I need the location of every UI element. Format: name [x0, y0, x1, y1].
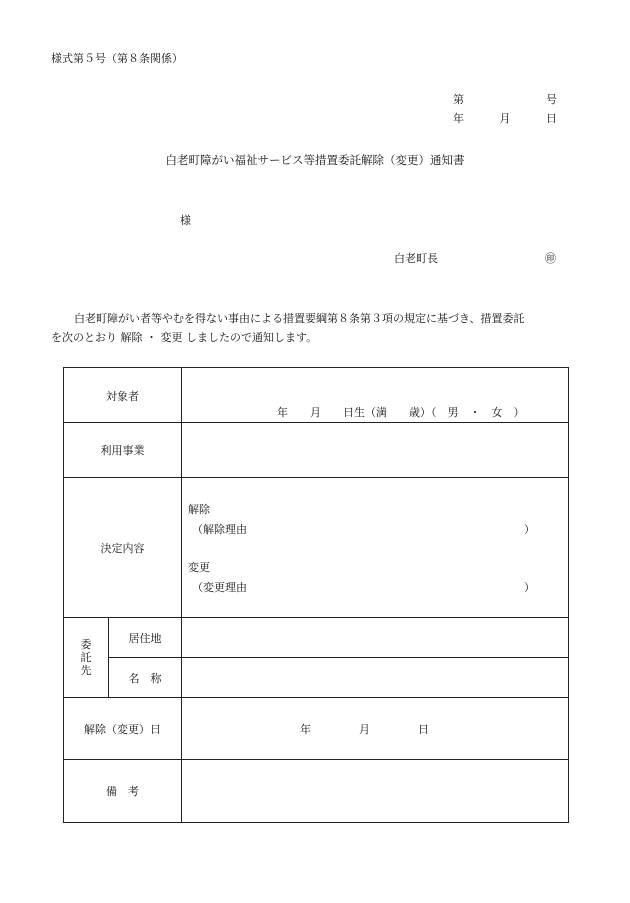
address-label: 居住地 — [128, 631, 162, 645]
subject-label: 対象者 — [106, 390, 139, 403]
address-value-cell — [182, 618, 569, 658]
entrust-group-label — [64, 638, 108, 677]
issue-day: 日 — [546, 112, 557, 125]
date-label: 解除（変更）日 — [84, 722, 161, 736]
table-row-entrust-name — [64, 658, 569, 698]
table-row-service — [64, 423, 569, 478]
form-number: 様式第５号（第８条関係） — [51, 52, 183, 65]
table-row-date — [64, 698, 569, 760]
issue-date — [453, 110, 557, 126]
issue-month: 月 — [499, 112, 511, 125]
table-row-decision — [64, 478, 569, 618]
service-value-cell — [182, 423, 569, 478]
doc-no-suffix: 号 — [546, 93, 557, 106]
decision-value-cell — [182, 478, 569, 618]
subject-birth-line: 年 月 日生（満 歳）（ 男 ・ 女 ） — [277, 406, 525, 419]
name-label: 名 称 — [128, 671, 162, 685]
table-row-remarks — [64, 760, 569, 823]
table-row-entrust-address — [64, 618, 569, 658]
body-text-line-1: 白老町障がい者等やむを得ない事由による措置要綱第８条第３項の規定に基づき、措置委託 — [74, 312, 525, 325]
date-month: 月 — [359, 723, 370, 736]
entrust-char-1: 委 — [80, 638, 92, 651]
addressee-honorific: 様 — [180, 214, 191, 227]
notification-table — [63, 367, 569, 823]
document-title: 白老町障がい福祉サービス等措置委託解除（変更）通知書 — [165, 153, 465, 167]
subject-label-cell — [64, 368, 182, 423]
body-text-line-2: を次のとおり 解除 ・ 変更 しましたので通知します。 — [51, 331, 318, 344]
service-label: 利用事業 — [100, 444, 145, 457]
entrust-char-3: 先 — [80, 664, 92, 677]
seal-mark: ㊞ — [545, 252, 556, 265]
issuer-name: 白老町長 — [394, 252, 438, 265]
remarks-label-cell — [64, 760, 182, 823]
release-reason-close: ） — [524, 523, 535, 536]
change-reason-open: （変更理由 — [192, 581, 247, 594]
subject-value-cell — [182, 368, 569, 423]
entrust-group-cell — [64, 618, 109, 698]
remarks-value-cell — [182, 760, 569, 823]
address-label-cell — [109, 618, 182, 658]
service-label-cell — [64, 423, 182, 478]
doc-no-prefix: 第 — [453, 93, 464, 106]
change-label: 変更 — [188, 561, 210, 574]
release-reason-open: （解除理由 — [192, 523, 247, 536]
date-label-cell — [64, 698, 182, 760]
document-number — [453, 91, 557, 107]
table-row-subject — [64, 368, 569, 423]
issue-year: 年 — [453, 112, 464, 125]
name-label-cell — [109, 658, 182, 698]
release-label: 解除 — [188, 503, 210, 516]
decision-label: 決定内容 — [100, 541, 145, 555]
decision-label-cell — [64, 478, 182, 618]
name-value-cell — [182, 658, 569, 698]
date-value-cell — [182, 698, 569, 760]
remarks-label: 備 考 — [106, 785, 139, 798]
entrust-char-2: 託 — [80, 651, 92, 664]
change-reason-close: ） — [524, 581, 535, 594]
date-day: 日 — [418, 723, 429, 736]
date-year: 年 — [300, 723, 311, 736]
